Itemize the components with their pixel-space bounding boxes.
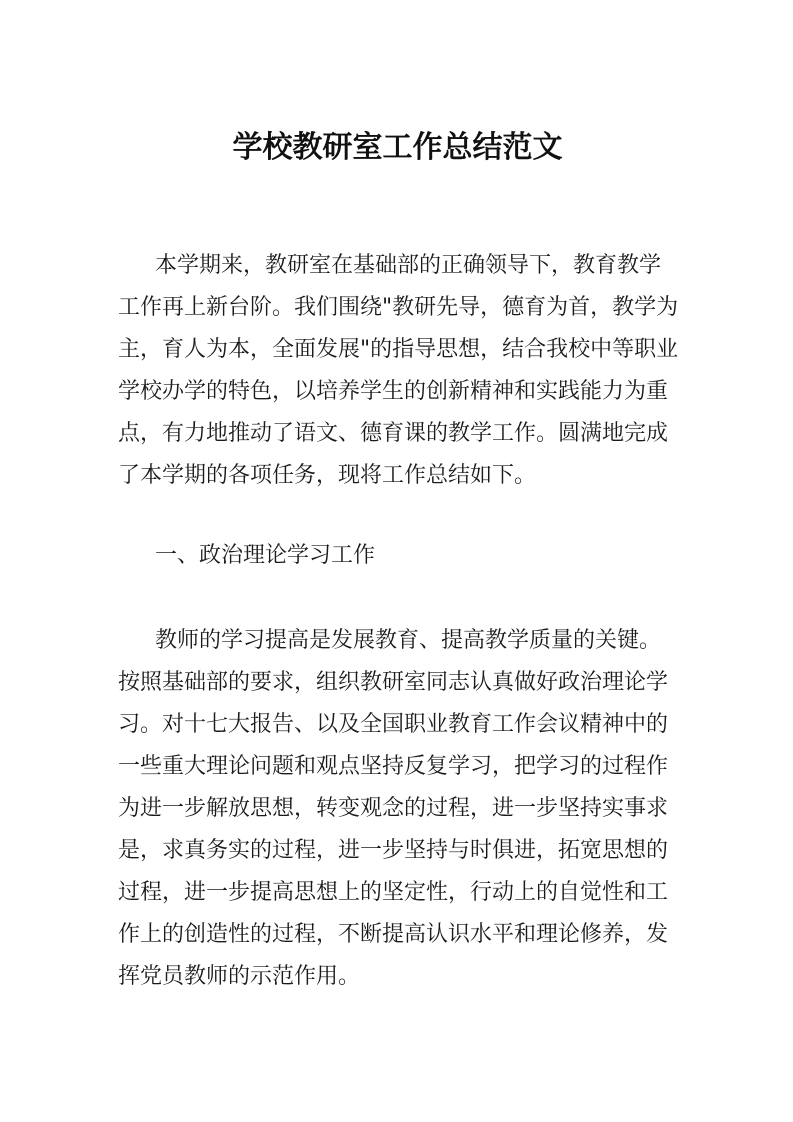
text-line: 习。对十七大报告、以及全国职业教育工作会议精神中的: [118, 712, 669, 737]
text-line: 了本学期的各项任务，现将工作总结如下。: [118, 463, 537, 488]
text-line: 一些重大理论问题和观点坚持反复学习，把学习的过程作: [118, 754, 669, 779]
text-line: 挥党员教师的示范作用。: [118, 964, 361, 989]
text-line: 主，育人为本，全面发展"的指导思想，结合我校中等职业: [118, 337, 679, 362]
paragraph: [118, 245, 677, 497]
text-line: 工作再上新台阶。我们围绕"教研先导，德育为首，教学为: [118, 295, 679, 320]
text-line: 学校办学的特色，以培养学生的创新精神和实践能力为重: [118, 379, 669, 404]
paragraph: [118, 620, 677, 998]
text-line: 过程，进一步提高思想上的坚定性，行动上的自觉性和工: [118, 880, 669, 905]
text-line: 一、政治理论学习工作: [155, 543, 376, 568]
document-body: [118, 245, 677, 998]
text-line: 点，有力地推动了语文、德育课的教学工作。圆满地完成: [118, 421, 669, 446]
text-line: 作上的创造性的过程，不断提高认识水平和理论修养，发: [118, 922, 669, 947]
text-line: 教师的学习提高是发展教育、提高教学质量的关键。: [155, 628, 662, 653]
text-line: 本学期来，教研室在基础部的正确领导下，教育教学: [155, 253, 662, 278]
text-line: 为进一步解放思想，转变观念的过程，进一步坚持实事求: [118, 796, 669, 821]
section-heading: [118, 535, 677, 577]
document-title: 学校教研室工作总结范文: [232, 130, 563, 165]
text-line: 是，求真务实的过程，进一步坚持与时俱进，拓宽思想的: [118, 838, 669, 863]
text-line: 按照基础部的要求，组织教研室同志认真做好政治理论学: [118, 670, 669, 695]
